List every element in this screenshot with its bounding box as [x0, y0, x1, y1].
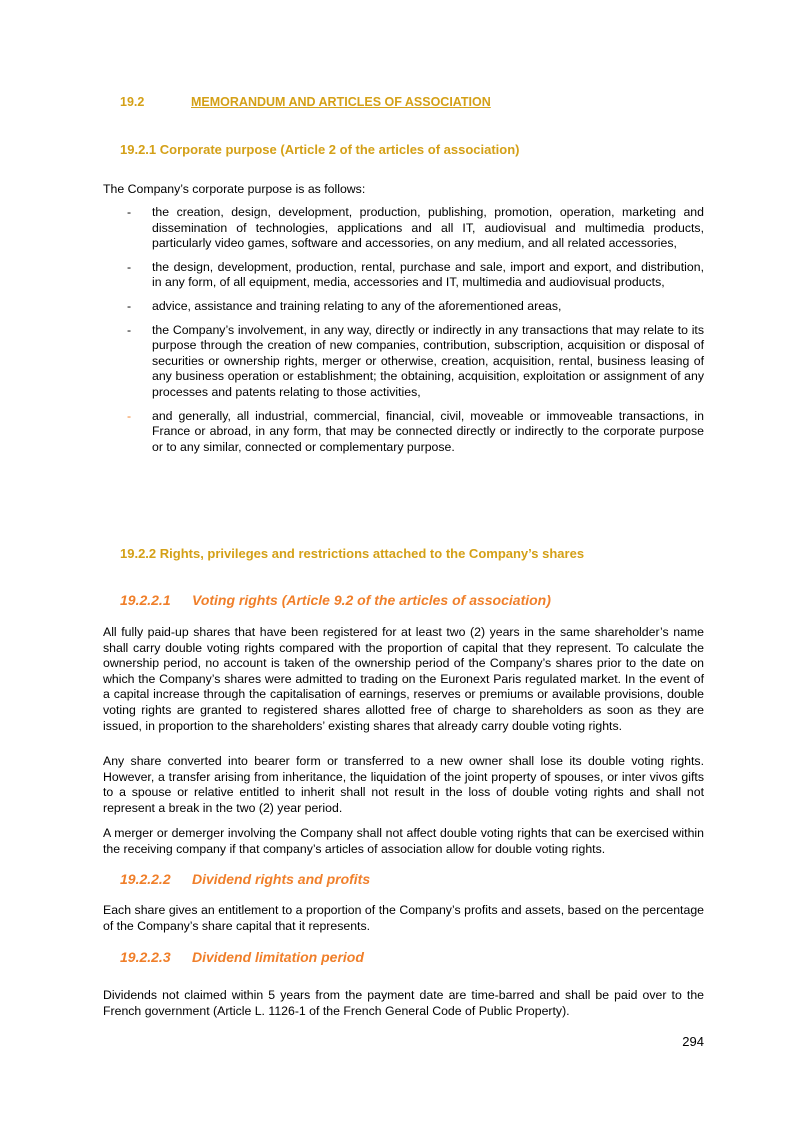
dividend-limitation-title: Dividend limitation period	[192, 949, 364, 965]
list-item-text: and generally, all industrial, commercial, financial, civil, moveable or immoveable transactions, in France or abroad, in any form, that may be connected directly or indirectly to the corporate purpose or to any similar, connected or complementary purpose.	[152, 408, 704, 454]
dividend-limitation-number: 19.2.2.3	[120, 949, 171, 965]
list-item	[103, 323, 704, 401]
voting-rights-heading	[120, 592, 551, 608]
list-dash: -	[127, 408, 132, 423]
corporate-purpose-heading: 19.2.1 Corporate purpose (Article 2 of the articles of association)	[120, 142, 520, 157]
rights-heading: 19.2.2 Rights, privileges and restrictions attached to the Company’s shares	[120, 546, 585, 561]
list-item-text: advice, assistance and training relating to any of the aforementioned areas,	[152, 298, 562, 313]
corporate-purpose-intro: The Company’s corporate purpose is as follows:	[103, 182, 366, 196]
voting-paragraph-3: A merger or demerger involving the Company shall not affect double voting rights that can be exercised within the receiving company if that company’s articles of association allow for double voting rights.	[103, 826, 704, 856]
list-dash: -	[127, 259, 132, 274]
dividend-rights-heading	[120, 871, 370, 887]
voting-rights-number: 19.2.2.1	[120, 592, 171, 608]
list-item	[103, 205, 704, 252]
dividend-rights-number: 19.2.2.2	[120, 871, 171, 887]
page-number: 294	[682, 1034, 704, 1049]
section-number: 19.2	[120, 95, 145, 109]
list-item	[103, 260, 704, 291]
voting-paragraph-2: Any share converted into bearer form or transferred to a new owner shall lose its double voting rights. However, a transfer arising from inheritance, the liquidation of the joint property of spouses, or inter vivos gifts to a spouse or relative entitled to inherit shall not result in the loss of double voting rights and shall not represent a break in the two (2) year period.	[103, 754, 704, 815]
list-item-text: the design, development, production, rental, purchase and sale, import and export, and distribution, in any form, of all equipment, media, accessories and IT, multimedia and audiovisual products,	[152, 259, 704, 290]
corporate-purpose-list	[103, 205, 704, 463]
list-item-text: the creation, design, development, production, publishing, promotion, operation, marketing and dissemination of technologies, applications and all IT, audiovisual and multimedia products, particularly video games, software and accessories, on any medium, and all related accessories,	[152, 205, 704, 251]
dividend-rights-paragraph: Each share gives an entitlement to a proportion of the Company’s profits and assets, based on the percentage of the Company’s share capital that it represents.	[103, 903, 704, 933]
dividend-limitation-paragraph: Dividends not claimed within 5 years from the payment date are time-barred and shall be paid over to the French government (Article L. 1126-1 of the French General Code of Public Property).	[103, 988, 704, 1018]
section-title: MEMORANDUM AND ARTICLES OF ASSOCIATION	[191, 95, 491, 109]
voting-rights-title: Voting rights (Article 9.2 of the articles of association)	[192, 592, 551, 608]
section-heading	[120, 95, 491, 109]
voting-paragraph-1: All fully paid-up shares that have been registered for at least two (2) years in the same shareholder’s name shall carry double voting rights compared with the proportion of capital that they represent. To calculate the ownership period, no account is taken of the ownership period of the Company’s shares prior to the date on which the Company’s shares were admitted to trading on the Euronext Paris regulated market. In the event of a capital increase through the capitalisation of earnings, reserves or premiums or available provisions, double voting rights are granted to registered shares allotted free of charge to shareholders as soon as they are issued, in proportion to the shareholders’ existing shares that already carry double voting rights.	[103, 625, 704, 733]
list-dash: -	[127, 298, 132, 313]
list-item	[103, 299, 704, 315]
dividend-rights-title: Dividend rights and profits	[192, 871, 371, 887]
list-item	[103, 409, 704, 456]
list-item-text: the Company’s involvement, in any way, directly or indirectly in any transactions that may relate to its purpose through the creation of new companies, contribution, subscription, acquisition or disposal of securities or ownership rights, merger or otherwise, creation, acquisition, rental, business leasing of any business operation or establishment; the obtaining, acquisition, exploitation or assignment of any processes and patents relating to those activities,	[152, 322, 704, 399]
list-dash: -	[127, 322, 132, 337]
dividend-limitation-heading	[120, 949, 364, 965]
list-dash: -	[127, 205, 132, 219]
